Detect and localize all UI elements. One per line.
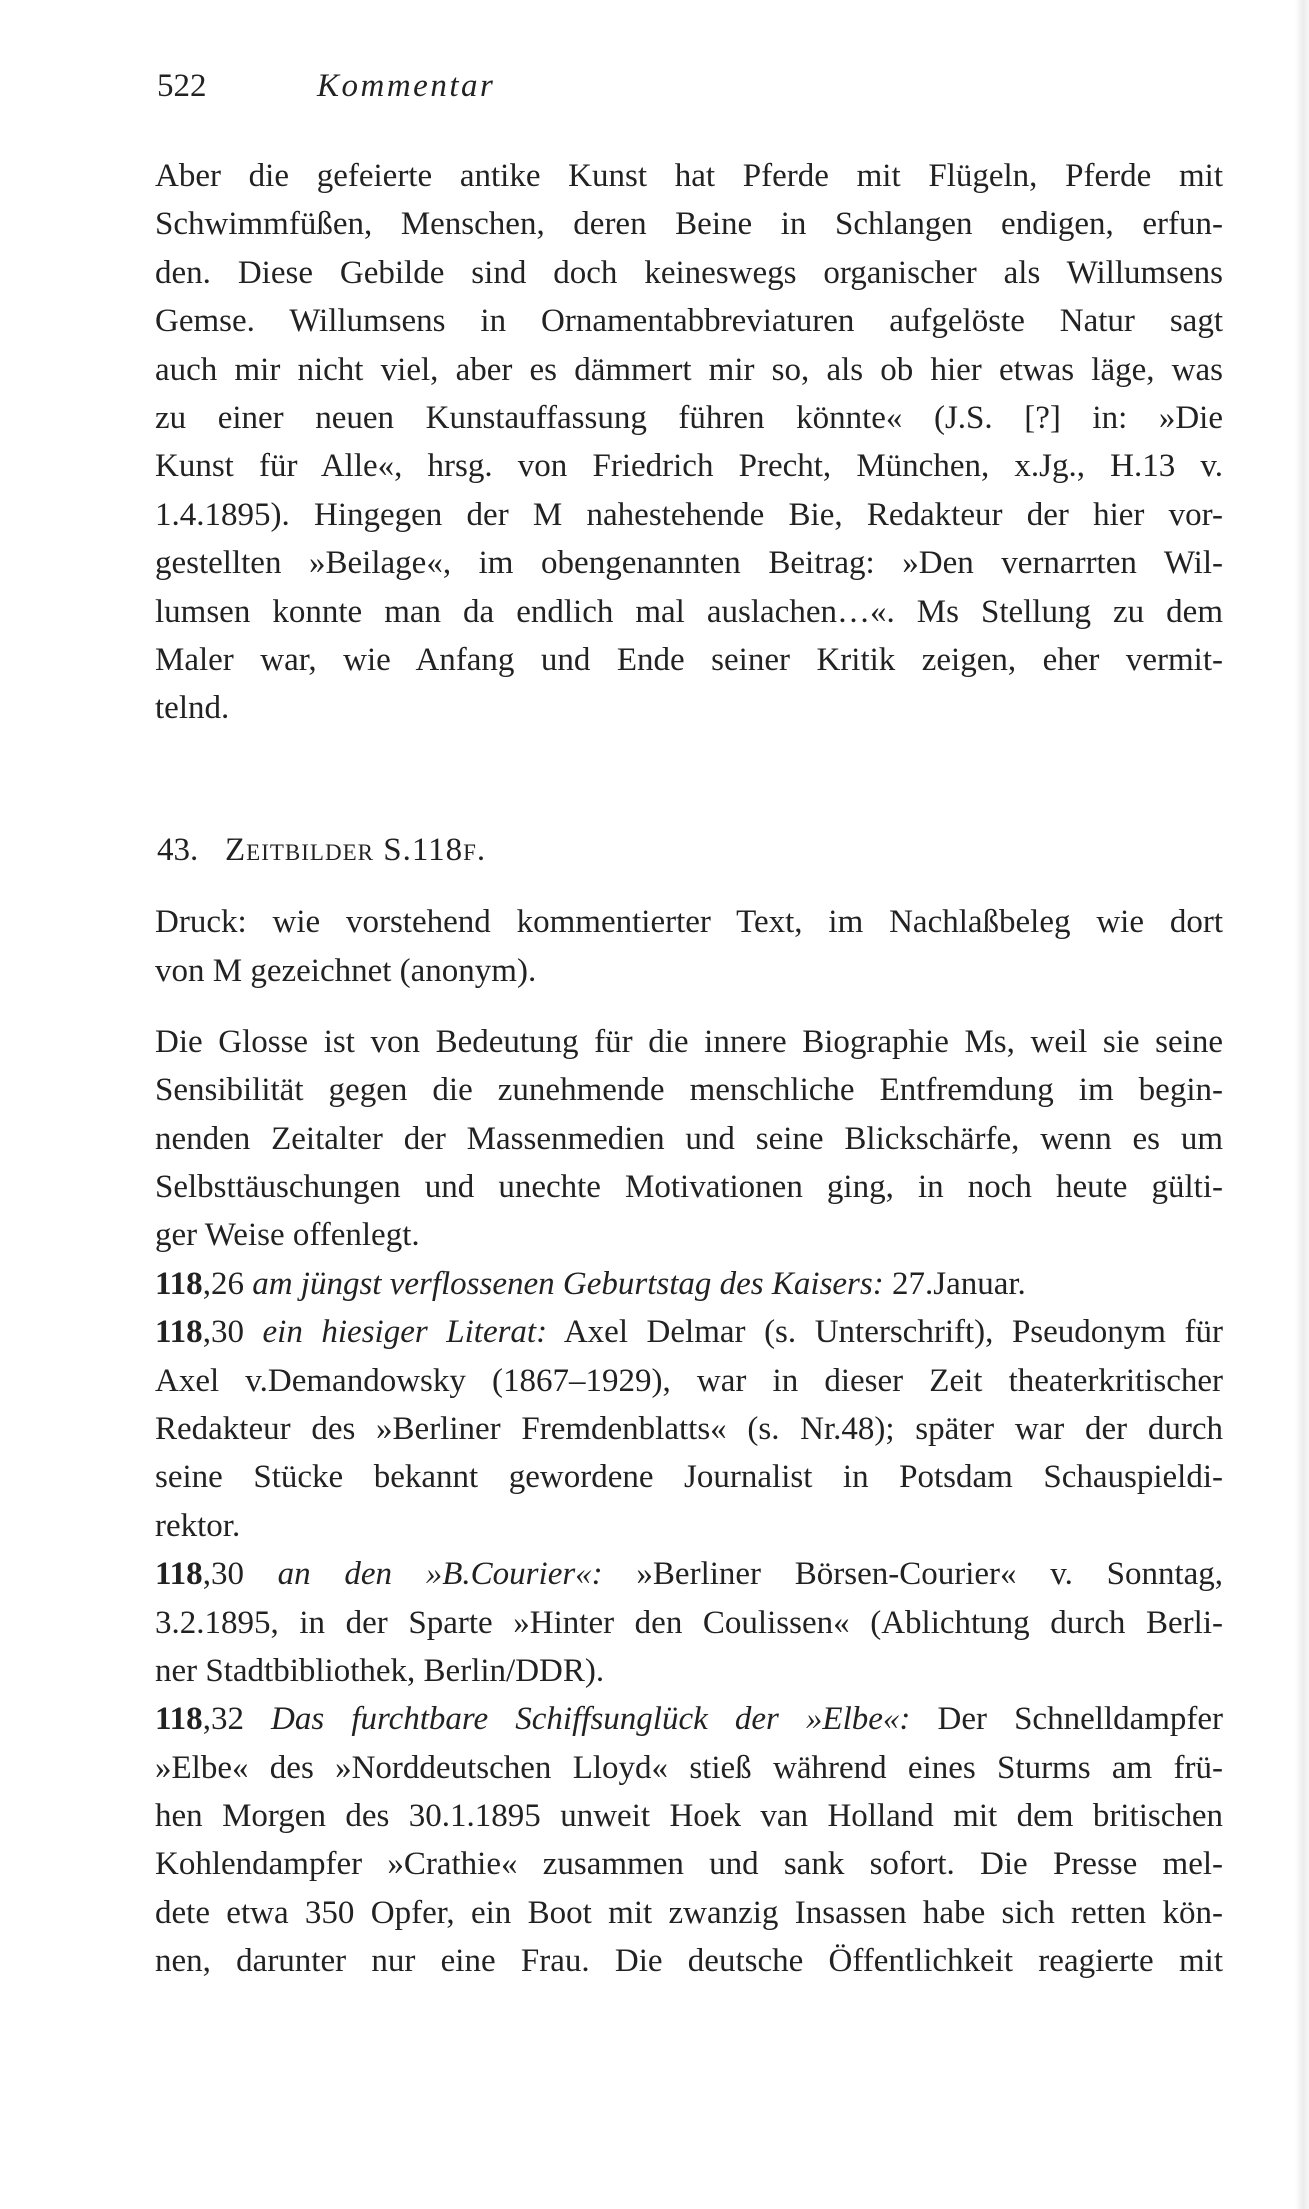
- note-118-30-delmar: [155, 1308, 1223, 1356]
- text-line: Axel v.Demandowsky (1867–1929), war in dieser Zeit theaterkritischer: [155, 1363, 1223, 1399]
- text-line: nenden Zeitalter der Massenmedien und seine Blickschärfe, wenn es um: [155, 1121, 1223, 1157]
- text-line: nen, darunter nur eine Frau. Die deutsche Öffentlichkeit reagierte mit: [155, 1943, 1223, 1979]
- text-line: den. Diese Gebilde sind doch keineswegs organischer als Willumsens: [155, 255, 1223, 291]
- note-ref-line: ,26: [202, 1266, 244, 1302]
- note-ref-page: 118: [155, 1556, 203, 1592]
- note-118-32-elbe: [155, 1695, 1223, 1743]
- note-lemma: ein hiesiger Literat:: [262, 1314, 548, 1350]
- text-line: Redakteur des »Berliner Fremdenblatts« (s. Nr.48); später war der durch: [155, 1411, 1223, 1447]
- text-line: rektor.: [155, 1508, 241, 1544]
- text-line: Gemse. Willumsens in Ornamentabbreviaturen aufgelöste Natur sagt: [155, 303, 1223, 339]
- section-title: Zeitbilder S.118f.: [225, 832, 487, 868]
- text-line: Aber die gefeierte antike Kunst hat Pferde mit Flügeln, Pferde mit: [155, 158, 1223, 194]
- note-118-30-courier: [155, 1550, 1223, 1598]
- text-line: Selbsttäuschungen und unechte Motivationen ging, in noch heute gülti-: [155, 1169, 1223, 1205]
- text-line: Sensibilität gegen die zunehmende menschliche Entfremdung im begin-: [155, 1072, 1223, 1108]
- section-number: 43.: [157, 832, 199, 868]
- text-line: zu einer neuen Kunstauffassung führen könnte« (J.S. [?] in: »Die: [155, 400, 1223, 436]
- note-ref-line: ,32: [202, 1701, 244, 1737]
- text-line: 3.2.1895, in der Sparte »Hinter den Coulissen« (Ablichtung durch Berli-: [155, 1605, 1223, 1641]
- page-number: 522: [157, 68, 207, 104]
- note-text: »Berliner Börsen-Courier« v. Sonntag,: [636, 1556, 1224, 1592]
- note-text: Der Schnelldampfer: [937, 1701, 1224, 1737]
- note-lemma: an den »B.Courier«:: [277, 1556, 603, 1592]
- note-lemma: am jüngst verflossenen Geburtstag des Kaisers:: [252, 1266, 884, 1302]
- text-line: hen Morgen des 30.1.1895 unweit Hoek van Holland mit dem britischen: [155, 1798, 1223, 1834]
- note-ref-page: 118: [155, 1314, 203, 1350]
- text-line: telnd.: [155, 690, 230, 726]
- text-line: Druck: wie vorstehend kommentierter Text, im Nachlaßbeleg wie dort: [155, 904, 1223, 940]
- text-line: lumsen konnte man da endlich mal auslachen…«. Ms Stellung zu dem: [155, 594, 1223, 630]
- text-line: ner Stadtbibliothek, Berlin/DDR).: [155, 1653, 605, 1689]
- text-line: auch mir nicht viel, aber es dämmert mir so, als ob hier etwas läge, was: [155, 352, 1223, 388]
- text-line: Kunst für Alle«, hrsg. von Friedrich Precht, München, x.Jg., H.13 v.: [155, 448, 1223, 484]
- text-line: Maler war, wie Anfang und Ende seiner Kritik zeigen, eher vermit-: [155, 642, 1223, 678]
- note-ref-page: 118: [155, 1266, 203, 1302]
- note-ref-page: 118: [155, 1701, 203, 1737]
- note-lemma: Das furchtbare Schiffsunglück der »Elbe«:: [271, 1701, 911, 1737]
- note-ref-line: ,30: [202, 1314, 244, 1350]
- page-edge-shadow: [1295, 0, 1309, 2209]
- text-line: 1.4.1895). Hingegen der M nahestehende Bie, Redakteur der hier vor-: [155, 497, 1223, 533]
- text-line: Kohlendampfer »Crathie« zusammen und sank sofort. Die Presse mel-: [155, 1846, 1223, 1882]
- note-118-26: [155, 1260, 1223, 1308]
- text-line: von M gezeichnet (anonym).: [155, 953, 537, 989]
- text-line: Die Glosse ist von Bedeutung für die innere Biographie Ms, weil sie seine: [155, 1024, 1223, 1060]
- text-line: seine Stücke bekannt gewordene Journalist in Potsdam Schauspieldi-: [155, 1459, 1223, 1495]
- text-line: ger Weise offenlegt.: [155, 1217, 420, 1253]
- text-line: gestellten »Beilage«, im obengenannten Beitrag: »Den vernarrten Wil-: [155, 545, 1223, 581]
- text-line: »Elbe« des »Norddeutschen Lloyd« stieß während eines Sturms am frü-: [155, 1750, 1223, 1786]
- note-ref-line: ,30: [202, 1556, 244, 1592]
- running-title: Kommentar: [317, 68, 496, 104]
- note-text: 27.Januar.: [891, 1266, 1026, 1302]
- text-line: dete etwa 350 Opfer, ein Boot mit zwanzig Insassen habe sich retten kön-: [155, 1895, 1223, 1931]
- note-text: Axel Delmar (s. Unterschrift), Pseudonym für: [563, 1314, 1223, 1350]
- text-line: Schwimmfüßen, Menschen, deren Beine in Schlangen endigen, erfun-: [155, 206, 1223, 242]
